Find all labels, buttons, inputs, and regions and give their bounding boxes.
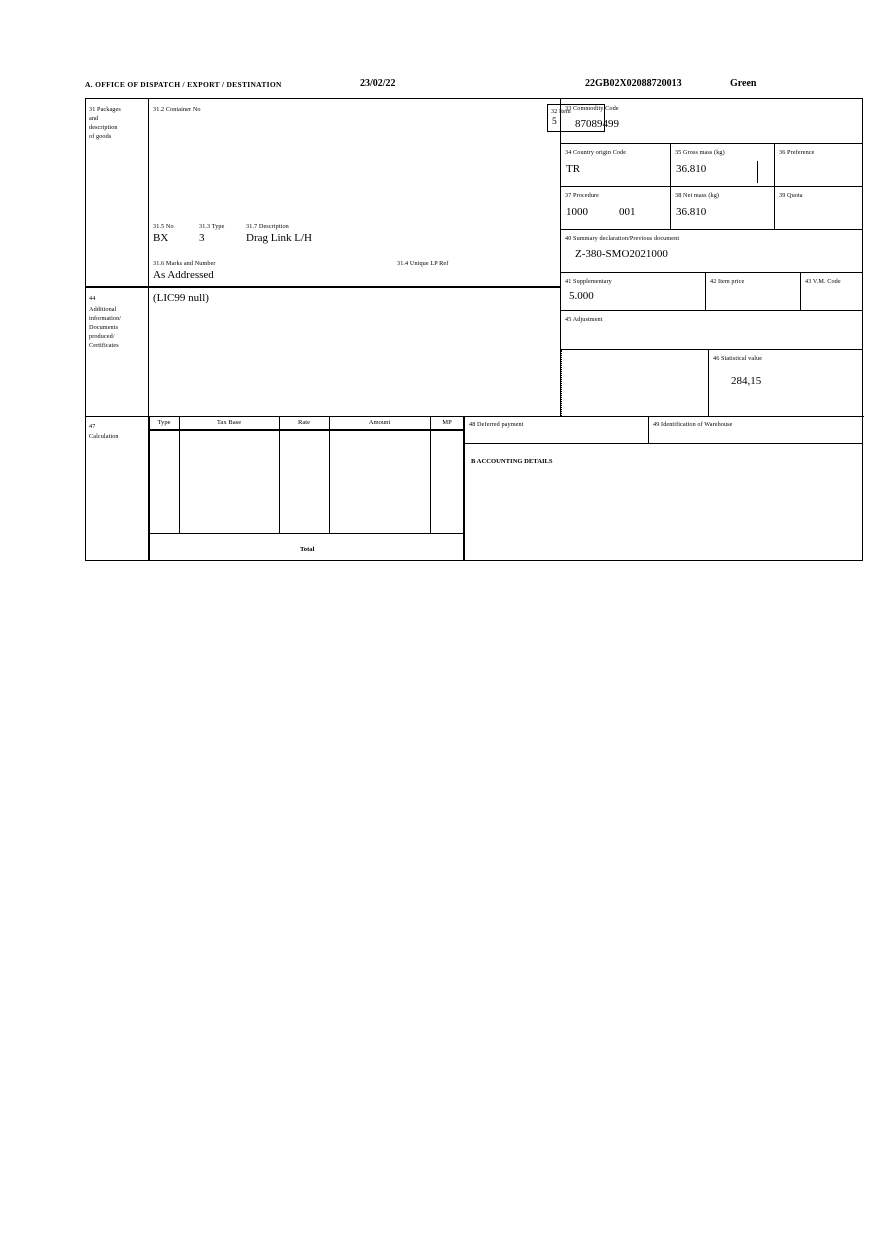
box-41-value: 5.000 [569,290,594,302]
calculation-header-amount: Amount [329,416,430,430]
box-44-label-line-4: Documents [89,324,119,331]
calculation-header-divider [149,430,464,431]
calculation-header-mp: MP [430,416,464,430]
box-47-label-line-2: Calculation [89,433,119,440]
box-31-label-line-4: of goods [89,133,112,140]
box-31-label-line-3: description [89,124,118,131]
box-33-value: 87089499 [575,118,619,130]
box-38-value: 36.810 [676,206,707,218]
box-42-item-price [706,273,801,311]
box-38-label: 38 Net mass (kg) [675,192,720,199]
box-41-label: 41 Supplementary [565,278,612,285]
box-44-label-line-5: produced/ [89,333,115,340]
box-48-label: 48 Deferred payment [469,421,524,428]
box-44-label-line-1: 44 [89,295,96,302]
section-b-accounting-details [464,444,863,561]
calculation-header-tax-base: Tax Base [179,416,279,430]
calculation-header-type: Type [149,416,179,430]
box-48-deferred-payment [464,416,649,444]
box-38-net-mass [671,187,775,230]
box-33-commodity-code [561,99,863,144]
box-31-6-marks-label: 31.6 Marks and Number [153,260,216,267]
box-47-label-line-1: 47 [89,423,96,430]
box-37-label: 37 Procedure [565,192,600,199]
section-b-label: B ACCOUNTING DETAILS [471,458,553,465]
calculation-total-label: Total [300,546,315,553]
box-46-value: 284,15 [731,375,762,387]
box-34-label: 34 Country origin Code [565,149,627,156]
calculation-total-row [149,534,464,561]
box-34-value: TR [566,163,581,175]
box-31-label-line-1: 31 Packages [89,106,121,113]
box-44-value: (LIC99 null) [153,292,209,304]
box-46-dotted-separator [561,350,562,416]
box-40-label: 40 Summary declaration/Previous document [565,235,680,242]
box-43-vm-code [801,273,863,311]
box-40-value: Z-380-SMO2021000 [575,248,668,260]
box-31-2-container-no-label: 31.2 Container No [153,106,201,113]
box-31-label-line-2: and [89,115,99,122]
box-34-country-origin-code [561,144,671,187]
box-36-label: 36 Preference [779,149,815,156]
office-of-dispatch-label: A. OFFICE OF DISPATCH / EXPORT / DESTINATION [85,80,282,89]
box-31-3-type-label: 31.3 Type [199,223,225,230]
box-46-label: 46 Statistical value [713,355,763,362]
box-37-value-1: 1000 [566,206,588,218]
box-32-label: 32 Item [551,108,571,115]
box-44-label-column [86,287,149,416]
box-45-adjustment [561,311,863,350]
box-31-7-description-value: Drag Link L/H [246,232,312,244]
calculation-col-divider-2 [279,416,280,534]
box-49-identification-of-warehouse [649,416,863,444]
box-36-preference [775,144,863,187]
box-43-label: 43 V.M. Code [805,278,841,285]
box-39-label: 39 Quota [779,192,803,199]
box-45-label: 45 Adjustment [565,316,603,323]
declaration-form-frame [85,98,863,561]
box-31-6-marks-value: As Addressed [153,269,214,281]
box-44-label-line-3: information/ [89,315,122,322]
declaration-date: 23/02/22 [360,78,396,89]
box-40-previous-document [561,230,863,273]
copy-colour-name: Green [730,78,757,89]
calculation-header-rate: Rate [279,416,329,430]
calculation-col-divider-1 [179,416,180,534]
box-33-label: 33 Commodity Code [565,105,619,112]
box-46-statistical-value [708,350,863,416]
box-41-supplementary-units [561,273,706,311]
box-44-label-line-2: Additional [89,306,117,313]
header-row [85,80,863,94]
box-39-quota [775,187,863,230]
box-35-label: 35 Gross mass (kg) [675,149,725,156]
box-31-4-unique-lp-ref-label: 31.4 Unique LP Ref [397,260,449,267]
box-31-7-description-label: 31.7 Description [246,223,289,230]
box-31-3-type-value: 3 [199,232,205,244]
box-35-divider [757,161,758,183]
box-37-procedure [561,187,671,230]
box-35-value: 36.810 [676,163,707,175]
box-32-value: 5 [552,117,557,127]
calculation-grid [149,416,464,534]
box-49-label: 49 Identification of Warehouse [653,421,733,428]
box-44-additional-information [149,287,561,416]
box-44-label-line-6: Certificates [89,342,119,349]
movement-reference-number: 22GB02X02088720013 [585,78,682,89]
box-31-packages-description [149,99,571,287]
box-31-5-no-value: BX [153,232,169,244]
box-47-label-column [86,416,149,561]
calculation-col-divider-3 [329,416,330,534]
box-31-5-no-label: 31.5 No [153,223,174,230]
box-37-value-2: 001 [619,206,636,218]
box-42-label: 42 Item price [710,278,745,285]
calculation-col-divider-4 [430,416,431,534]
box-47-calculation-table [149,416,464,561]
box-35-gross-mass [671,144,775,187]
box-31-label-column [86,99,149,287]
